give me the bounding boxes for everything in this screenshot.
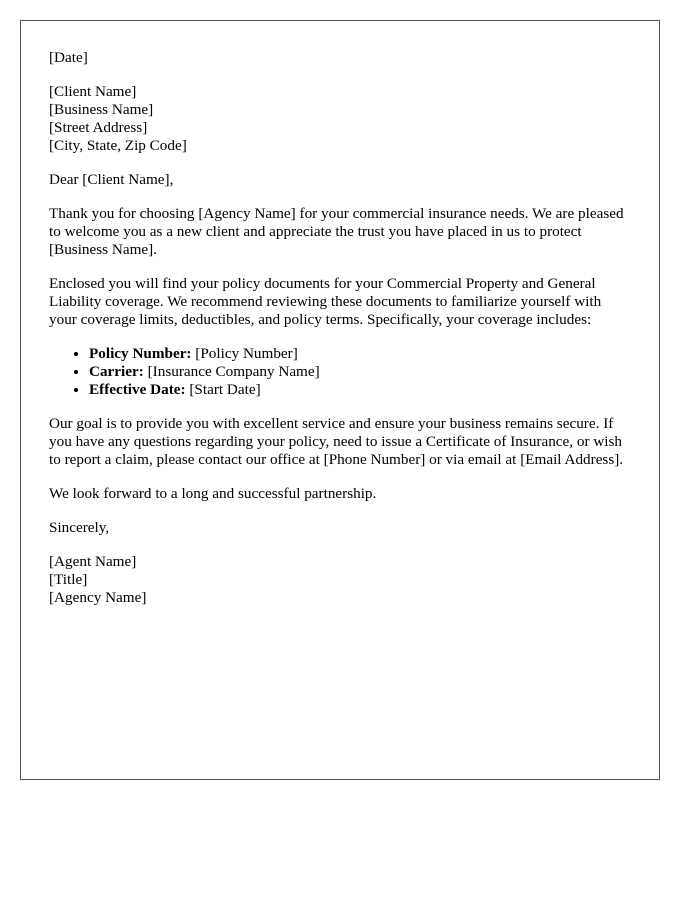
signature-agent-name: [Agent Name] — [49, 553, 137, 570]
coverage-value: [Start Date] — [189, 381, 261, 398]
coverage-list — [49, 345, 631, 399]
goal-paragraph: Our goal is to provide you with excellent service and ensure your business remains secure. If you have any questions regarding your policy, need to issue a Certificate of Insurance, or wish to report a claim, please contact our office at [Phone Number] or via email at [Email Address]. — [49, 415, 624, 468]
coverage-label: Carrier: — [89, 363, 144, 380]
signature-agency-name: [Agency Name] — [49, 589, 147, 606]
salutation: Dear [Client Name], — [49, 171, 174, 188]
coverage-value: [Insurance Company Name] — [147, 363, 320, 380]
recipient-business-name: [Business Name] — [49, 101, 154, 118]
recipient-street-address: [Street Address] — [49, 119, 148, 136]
letter-page — [20, 20, 660, 780]
signature-block — [49, 553, 631, 607]
signoff: Sincerely, — [49, 519, 110, 536]
signature-title: [Title] — [49, 571, 88, 588]
coverage-item-policy-number — [89, 345, 631, 363]
intro-paragraph: Thank you for choosing [Agency Name] for your commercial insurance needs. We are pleased to welcome you as a new client and appreciate the trust you have placed in us to protect [Business Name]. — [49, 205, 624, 258]
coverage-label: Policy Number: — [89, 345, 192, 362]
date-text: [Date] — [49, 49, 88, 66]
letter-date — [49, 49, 631, 67]
recipient-city-state-zip: [City, State, Zip Code] — [49, 137, 187, 154]
closing-paragraph: We look forward to a long and successful partnership. — [49, 485, 377, 502]
coverage-label: Effective Date: — [89, 381, 186, 398]
coverage-item-effective-date — [89, 381, 631, 399]
recipient-client-name: [Client Name] — [49, 83, 137, 100]
recipient-address — [49, 83, 631, 155]
enclosed-paragraph: Enclosed you will find your policy documents for your Commercial Property and General Liability coverage. We recommend reviewing these documents to familiarize yourself with your coverage limits, deductibles, and policy terms. Specifically, your coverage includes: — [49, 275, 602, 328]
coverage-item-carrier — [89, 363, 631, 381]
coverage-value: [Policy Number] — [195, 345, 298, 362]
